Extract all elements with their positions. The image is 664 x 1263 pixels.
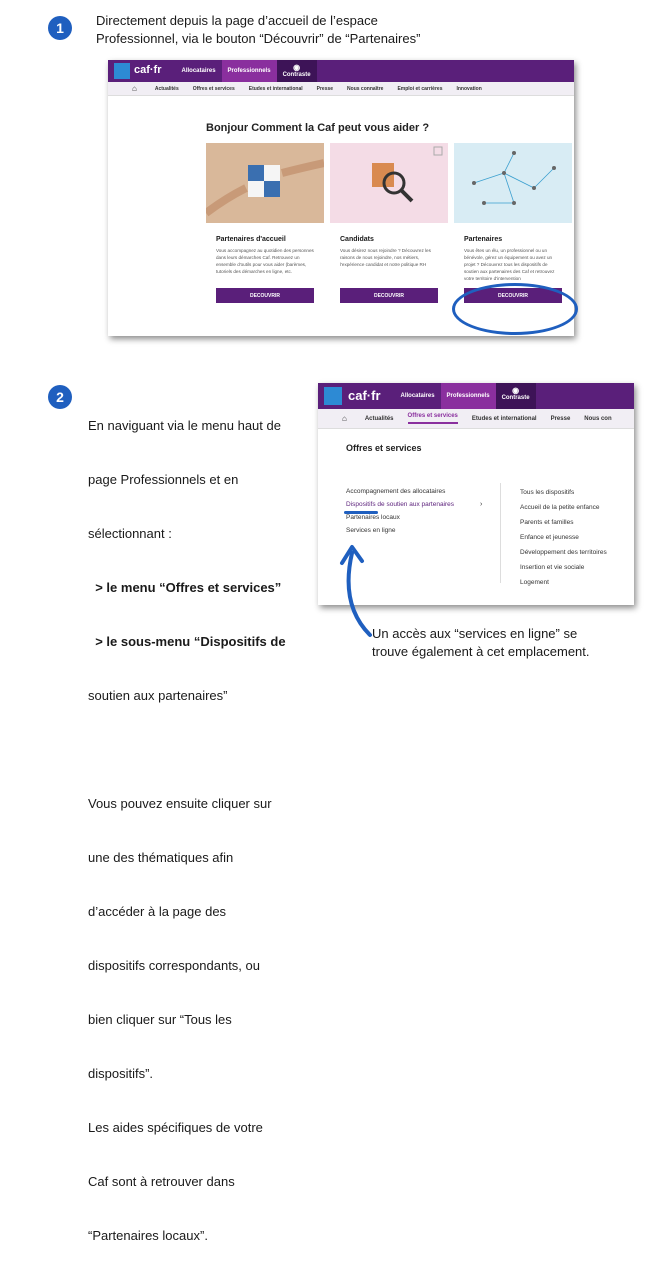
caf-logo-text: caf·fr [134,64,162,76]
nav-connaitre[interactable]: Nous con [584,415,612,422]
main-nav [318,409,634,429]
step-1-line-1: Directement depuis la page d’accueil de l’espace [96,13,378,28]
card-candidats [330,143,448,323]
submenu-item[interactable]: Développement des territoires [520,549,607,556]
top-bar [318,383,634,409]
puzzle-hands-image [206,143,324,223]
nav-offres[interactable]: Offres et services [192,85,235,92]
nav-etudes[interactable]: Etudes et international [471,415,537,422]
step-2-line: bien cliquer sur “Tous les [88,1012,232,1027]
step-2-line: Caf sont à retrouver dans [88,1174,235,1189]
eye-icon: ◉ [293,63,301,72]
nav-presse[interactable]: Presse [316,85,334,92]
tab-contraste-label: Contraste [282,72,311,78]
decouvrir-button[interactable]: DECOUVRIR [464,288,562,303]
step-2-text [88,381,286,1263]
submenu-item[interactable]: Accueil de la petite enfance [520,504,600,511]
submenu [520,485,607,590]
nav-emploi[interactable]: Emploi et carrières [397,85,443,92]
step-2-line: dispositifs correspondants, ou [88,958,260,973]
main-nav [108,82,574,96]
tab-contraste-label: Contraste [501,395,530,401]
menu-heading: Offres et services [346,443,422,453]
step-2-line [88,741,286,759]
step-2-line: dispositifs”. [88,1066,154,1081]
decouvrir-button[interactable]: DECOUVRIR [340,288,438,303]
decouvrir-button[interactable]: DECOUVRIR [216,288,314,303]
step-2-line: page Professionnels et en [88,472,239,487]
caf-logo-text: caf·fr [348,388,381,403]
tab-allocataires[interactable]: Allocataires [400,393,435,399]
card-title: Partenaires [464,236,503,243]
menu-divider [500,483,501,583]
step-2-line: sélectionnant : [88,526,172,541]
step-2-line: Vous pouvez ensuite cliquer sur [88,796,272,811]
nav-actualites[interactable]: Actualités [364,415,394,422]
step-2-line: > le menu “Offres et services” [88,580,282,595]
caf-logo-icon [324,387,342,405]
step-1-badge: 1 [48,16,72,40]
nav-connaitre[interactable]: Nous connaître [347,85,384,92]
step-2-line: soutien aux partenaires” [88,688,228,703]
card-body: Vous accompagnez au quotidien des personnes dans leurs démarches Caf. Retrouvez un ensemble d'outils pour vous aider (barèmes, tutoriels des démarches en ligne, etc. [216,248,314,274]
nav-actualites[interactable]: Actualités [154,85,179,92]
step-2-line: Les aides spécifiques de votre [88,1120,263,1135]
step-2-line: > le sous-menu “Dispositifs de [88,634,286,649]
tab-allocataires[interactable]: Allocataires [181,68,216,74]
step-2-line: d’accéder à la page des [88,904,227,919]
eye-icon: ◉ [512,386,520,395]
top-bar [108,60,574,82]
card-body: Vous désirez nous rejoindre ? Découvrez les raisons de nous rejoindre, nos métiers, l'expérience candidat et notre politique RH [340,248,431,267]
nav-offres[interactable]: Offres et services [408,413,458,424]
card-title: Partenaires d'accueil [216,236,286,243]
caption-line-2: trouve également à cet emplacement. [372,644,590,659]
tab-contraste[interactable] [277,60,317,82]
menu-item[interactable]: Partenaires locaux [346,514,400,521]
step-2-line: une des thématiques afin [88,850,234,865]
home-icon[interactable]: ⌂ [132,84,137,93]
caption [372,625,590,661]
step-2-badge: 2 [48,385,72,409]
submenu-item[interactable]: Logement [520,579,549,586]
magnifier-image [330,143,448,223]
submenu-item[interactable]: Parents et familles [520,519,574,526]
tab-professionnels[interactable]: Professionnels [222,60,277,82]
caf-logo-icon [114,63,130,79]
card-partenaires-accueil [206,143,324,323]
nav-innovation[interactable]: Innovation [456,85,482,92]
menu-item[interactable]: Accompagnement des allocataires [346,488,446,495]
chevron-right-icon: › [480,501,483,508]
step-1-text [96,12,420,48]
submenu-item[interactable]: Tous les dispositifs [520,489,575,496]
card-title: Candidats [340,236,374,243]
nav-presse[interactable]: Presse [550,415,571,422]
step-2-line: En naviguant via le menu haut de [88,418,281,433]
menu-item-services-en-ligne[interactable]: Services en ligne [346,527,396,534]
network-image [454,143,572,223]
submenu-item[interactable]: Enfance et jeunesse [520,534,579,541]
submenu-item[interactable]: Insertion et vie sociale [520,564,585,571]
caption-line-1: Un accès aux “services en ligne” se [372,626,578,641]
tab-contraste[interactable] [496,383,536,409]
card-body: Vous êtes un élu, un professionnel ou un bénévole, gérez un équipement ou avez un projet ? Découvrez tous les dispositifs de soutien aux partenaires des Caf et retrouvez votre territoire d'intervention [464,248,555,281]
page-heading: Bonjour Comment la Caf peut vous aider ? [206,122,430,134]
underline-annotation [344,511,378,514]
step-2-line: “Partenaires locaux”. [88,1228,208,1243]
nav-etudes[interactable]: Etudes et international [248,85,303,92]
tab-professionnels[interactable]: Professionnels [441,383,496,409]
step-1-line-2: Professionnel, via le bouton “Découvrir” de “Partenaires” [96,31,421,46]
highlight-ring [452,283,578,335]
home-icon[interactable]: ⌂ [342,414,347,423]
menu-item-dispositifs[interactable]: Dispositifs de soutien aux partenaires [346,501,455,508]
